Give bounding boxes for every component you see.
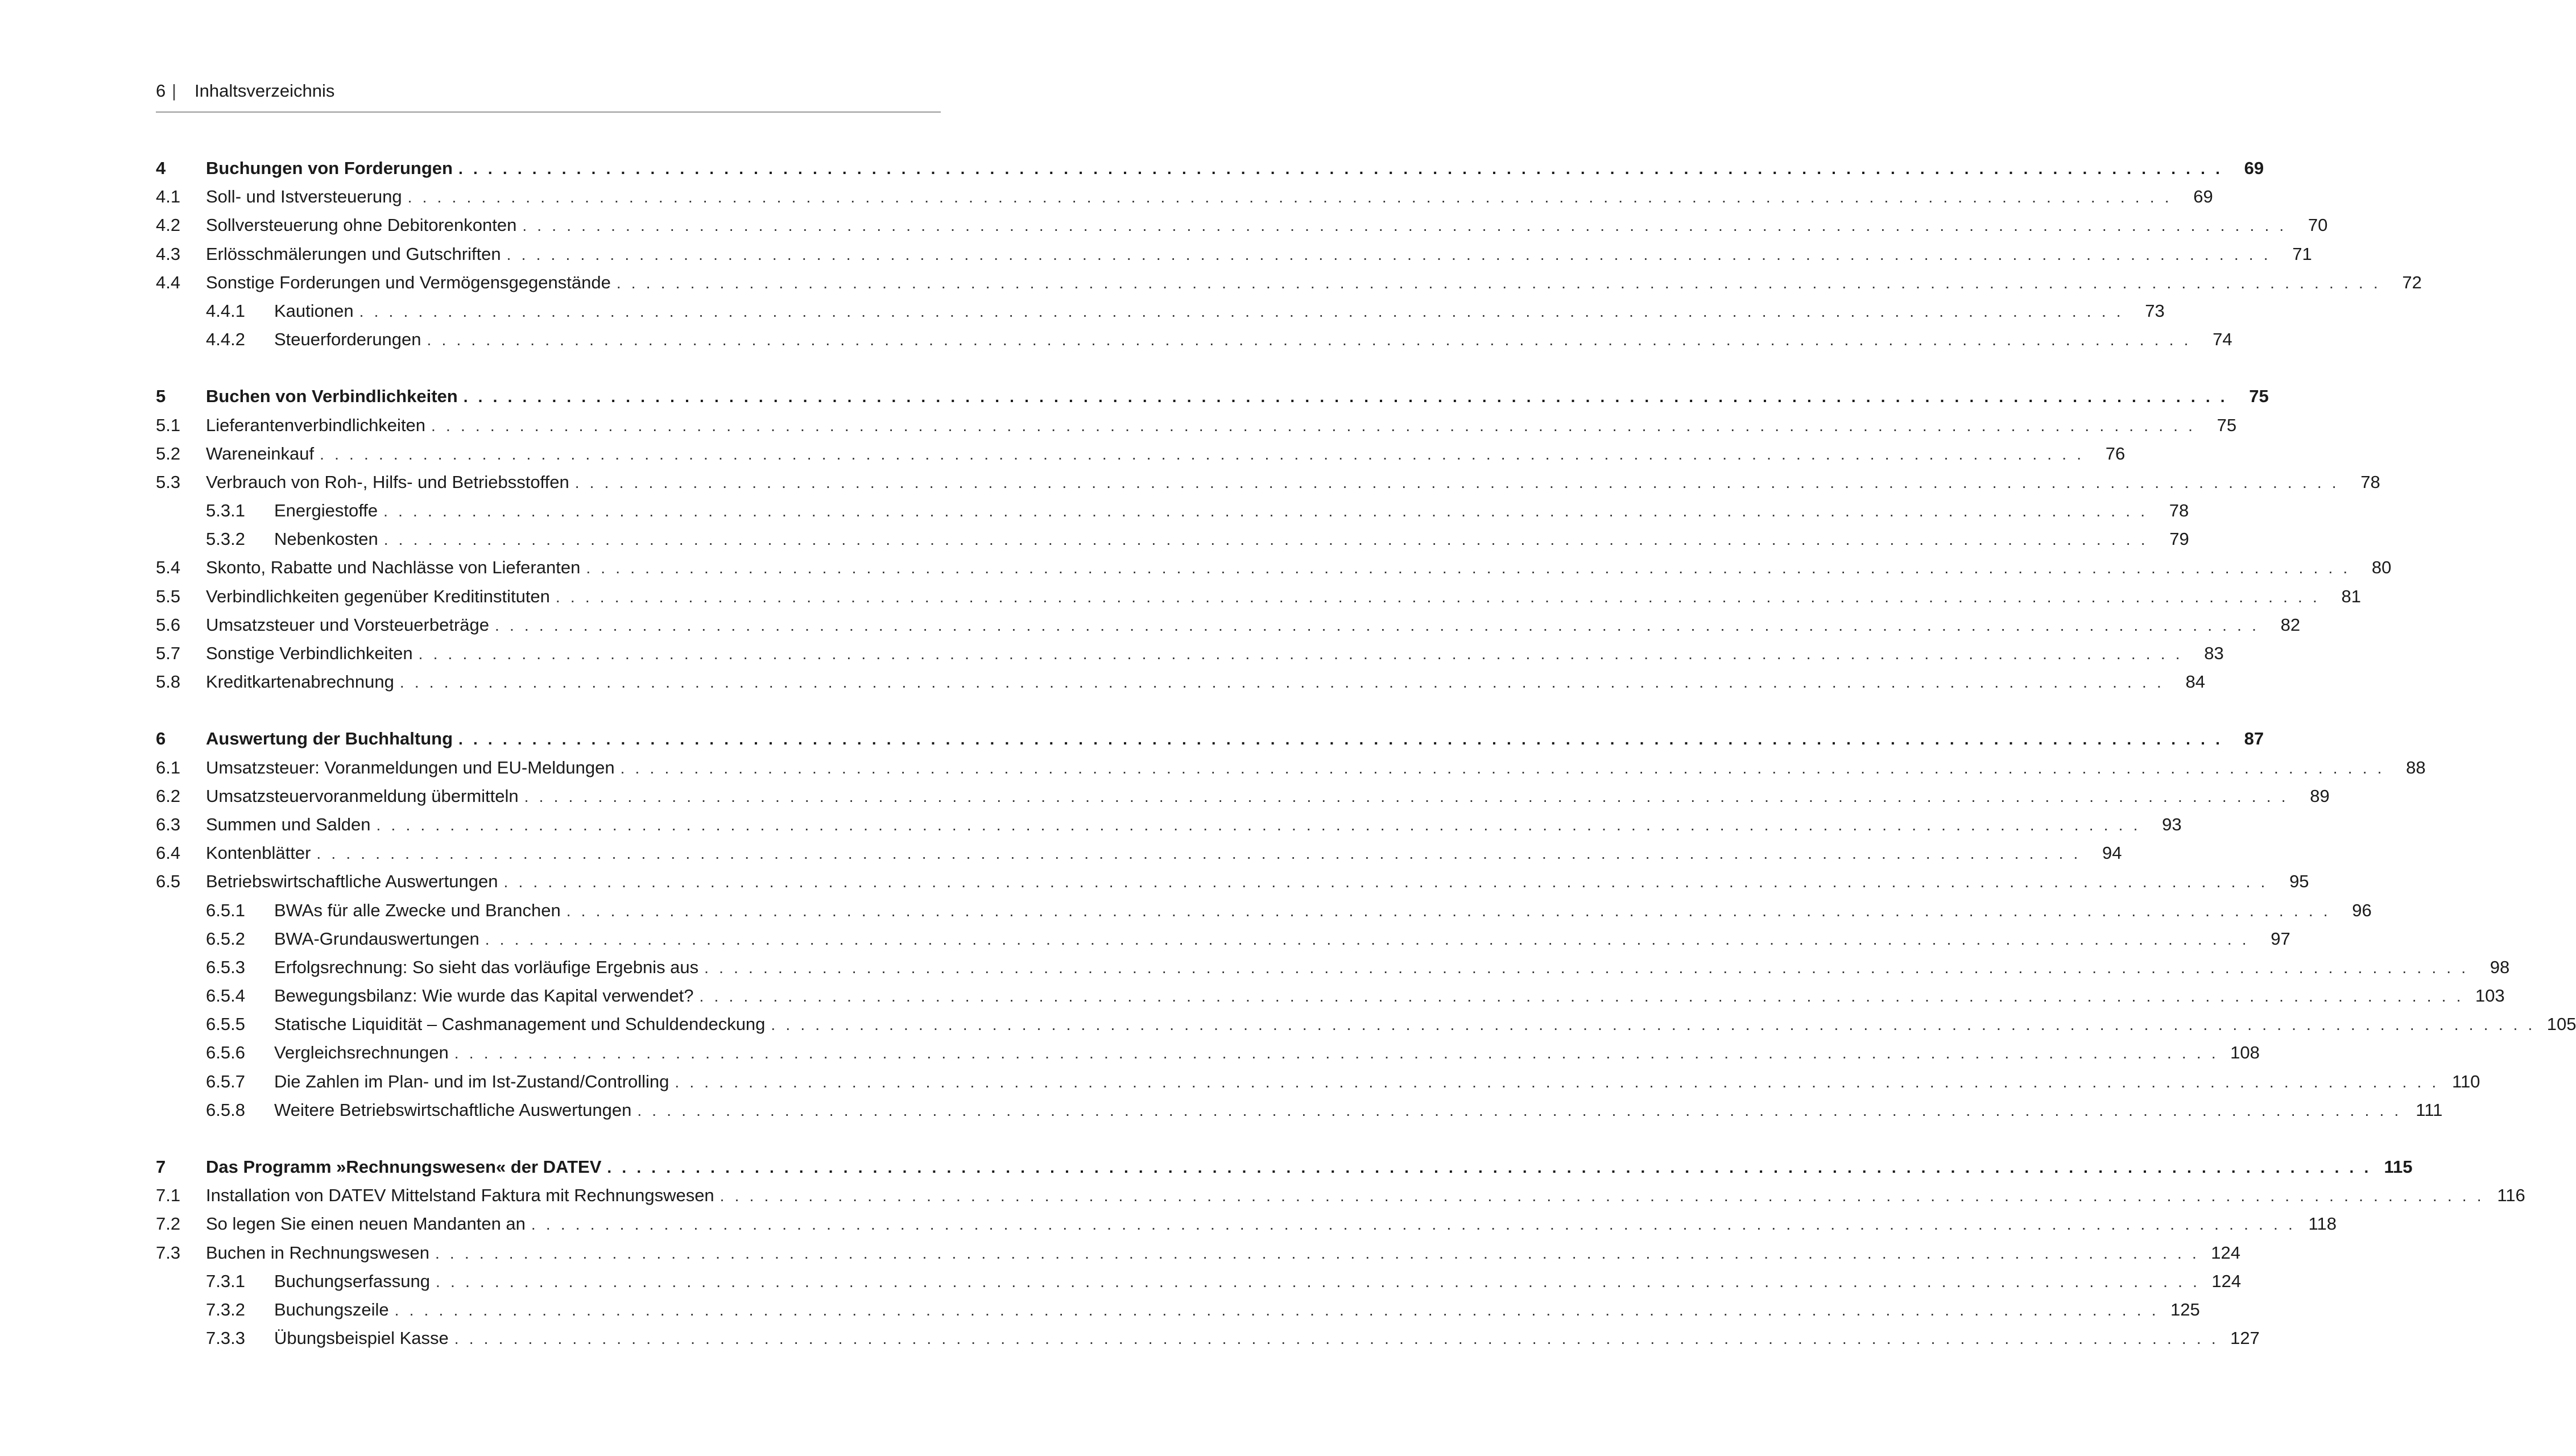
toc-entry-number: 7.1: [156, 1185, 181, 1206]
toc-page-number: 82: [2280, 614, 2301, 635]
toc-entry-number: 6.5.5: [206, 1014, 245, 1035]
toc-entry-number: 7: [156, 1157, 166, 1177]
toc-dot-leader: . . . . . . . . . . . . . . . . . . . . . . . . . . . . . . . . . . . . . . . . . . . . . . . . . . . . . . . . . . . . . . . . . . . . . . . . . . . . . . . . . . . . . . . . . . . . . . . . . . . . . . . . . . . . . . . . . . . . . . . .: [427, 331, 2192, 349]
toc-dot-leader: . . . . . . . . . . . . . . . . . . . . . . . . . . . . . . . . . . . . . . . . . . . . . . . . . . . . . . . . . . . . . . . . . . . . . . . . . . . . . . . . . . . . . . . . . . . . . . . . . . . . . . . . . . . . . . . . . . . . . . . .: [704, 958, 2469, 977]
toc-entry-number: 5.2: [156, 443, 181, 464]
toc-entry-title: Buchungszeile: [274, 1299, 389, 1320]
toc-entry-title: Auswertung der Buchhaltung: [206, 729, 453, 749]
toc-entry[interactable]: [156, 1298, 2200, 1327]
toc-entry-number: 4.4: [156, 272, 181, 292]
toc-entry-number: 5.6: [156, 614, 181, 635]
toc-page-number: 69: [2244, 158, 2264, 178]
toc-entry[interactable]: [156, 985, 2505, 1013]
toc-entry-number: 6.5: [156, 871, 181, 892]
toc-entry-number: 6.5.4: [206, 986, 245, 1006]
table-of-contents: [156, 157, 2576, 1384]
toc-page-number: 96: [2352, 900, 2372, 920]
toc-section: [156, 385, 2392, 699]
toc-page-number: 124: [2211, 1242, 2240, 1263]
toc-entry-number: 6.4: [156, 843, 181, 863]
toc-page-number: 81: [2341, 586, 2361, 606]
toc-entry[interactable]: [156, 556, 2392, 585]
toc-entry[interactable]: [156, 499, 2189, 528]
toc-page-number: 89: [2310, 785, 2330, 806]
toc-entry[interactable]: [156, 1213, 2337, 1241]
toc-dot-leader: . . . . . . . . . . . . . . . . . . . . . . . . . . . . . . . . . . . . . . . . . . . . . . . . . . . . . . . . . . . . . . . . . . . . . . . . . . . . . . . . . . . . . . . . . . . . . . . . . . . . . . . . . . . . . . . . . . . . . . . .: [675, 1073, 2439, 1091]
toc-entry-number: 4.4.2: [206, 329, 245, 350]
toc-page-number: 111: [2416, 1099, 2443, 1120]
toc-page-number: 87: [2244, 729, 2264, 749]
toc-dot-leader: . . . . . . . . . . . . . . . . . . . . . . . . . . . . . . . . . . . . . . . . . . . . . . . . . . . . . . . . . . . . . . . . . . . . . . . . . . . . . . . . . . . . . . . . . . . . . . . . . . . . . . . . . . . . . . . . . . . . . . . .: [435, 1244, 2199, 1262]
toc-page-number: 94: [2102, 843, 2122, 863]
toc-entry-title: Soll- und Istversteuerung: [206, 187, 402, 207]
toc-dot-leader: . . . . . . . . . . . . . . . . . . . . . . . . . . . . . . . . . . . . . . . . . . . . . . . . . . . . . . . . . . . . . . . . . . . . . . . . . . . . . . . . . . . . . . . . . . . . . . . . . . . . . . . . . . . . . . . . . . . . . . . .: [506, 245, 2271, 263]
toc-entry-number: 6: [156, 729, 166, 749]
toc-entry-number: 6.1: [156, 757, 181, 777]
toc-entry-title: Verbrauch von Roh-, Hilfs- und Betriebsstoffen: [206, 471, 569, 492]
toc-page-number: 105: [2546, 1014, 2576, 1035]
toc-entry-number: 7.3.3: [206, 1328, 245, 1349]
toc-entry-number: 5.3: [156, 471, 181, 492]
toc-chapter-entry[interactable]: [156, 1156, 2413, 1184]
toc-dot-leader: . . . . . . . . . . . . . . . . . . . . . . . . . . . . . . . . . . . . . . . . . . . . . . . . . . . . . . . . . . . . . . . . . . . . . . . . . . . . . . . . . . . . . . . . . . . . . . . . . . . . . . . . . . . . . . . . . . . . . . . .: [574, 473, 2339, 491]
toc-dot-leader: . . . . . . . . . . . . . . . . . . . . . . . . . . . . . . . . . . . . . . . . . . . . . . . . . . . . . . . . . . . . . . . . . . . . . . . . . . . . . . . . . . . . . . . . . . . . . . . . . . . . . . . . . . . . . . . . . . . . . . . .: [359, 302, 2124, 320]
toc-dot-leader: . . . . . . . . . . . . . . . . . . . . . . . . . . . . . . . . . . . . . . . . . . . . . . . . . . . . . . . . . . . . . . . . . . . . . . . . . . . . . . . . . . . . . . . . . . . . . . . . . . . . . . . . . . . . . . . . . . . . . . . .: [394, 1301, 2159, 1319]
toc-entry-number: 6.5.1: [206, 900, 245, 920]
toc-entry[interactable]: [156, 870, 2309, 899]
toc-entry[interactable]: [156, 271, 2422, 300]
toc-entry-number: 5: [156, 386, 166, 407]
toc-entry-title: Summen und Salden: [206, 814, 371, 834]
toc-dot-leader: . . . . . . . . . . . . . . . . . . . . . . . . . . . . . . . . . . . . . . . . . . . . . . . . . . . . . . . . . . . . . . . . . . . . . . . . . . . . . . . . . . . . . . . . . . . . . . . . . . . . . . . . . . . . . . . . . . . . . . . .: [771, 1016, 2536, 1034]
toc-section: [156, 1156, 2525, 1355]
toc-page-number: 88: [2406, 757, 2426, 777]
header-title: Inhaltsverzeichnis: [195, 81, 335, 101]
toc-chapter-entry[interactable]: [156, 727, 2264, 756]
toc-page-number: 115: [2384, 1157, 2413, 1177]
toc-dot-leader: . . . . . . . . . . . . . . . . . . . . . . . . . . . . . . . . . . . . . . . . . . . . . . . . . . . . . . . . . . . . . . . . . . . . . . . . . . . . . . . . . . . . . . . . . . . . . . . . . . . . . . . . . . . . . . . . . . . . . . . .: [399, 673, 2164, 692]
toc-entry-number: 7.3.2: [206, 1299, 245, 1320]
toc-entry[interactable]: [156, 243, 2312, 271]
toc-entry-title: Nebenkosten: [274, 529, 378, 549]
toc-entry-title: Kautionen: [274, 300, 354, 321]
toc-page-number: 98: [2490, 957, 2510, 977]
toc-dot-leader: . . . . . . . . . . . . . . . . . . . . . . . . . . . . . . . . . . . . . . . . . . . . . . . . . . . . . . . . . . . . . . . . . . . . . . . . . . . . . . . . . . . . . . . . . . . . . . . . . . . . . . . . . . . . . . . . . . . . . . . .: [320, 445, 2085, 463]
toc-entry-number: 7.2: [156, 1214, 181, 1234]
toc-page-number: 75: [2217, 415, 2237, 435]
toc-dot-leader: . . . . . . . . . . . . . . . . . . . . . . . . . . . . . . . . . . . . . . . . . . . . . . . . . . . . . . . . . . . . . . . . . . . . . . . . . . . . . . . . . . . . . . . . . . . . . . . . . . . . . . . . . . . . . . . . . . . . . . . .: [463, 388, 2228, 406]
toc-entry-title: Erlösschmälerungen und Gutschriften: [206, 243, 501, 264]
toc-entry[interactable]: [156, 842, 2122, 870]
toc-dot-leader: . . . . . . . . . . . . . . . . . . . . . . . . . . . . . . . . . . . . . . . . . . . . . . . . . . . . . . . . . . . . . . . . . . . . . . . . . . . . . . . . . . . . . . . . . . . . . . . . . . . . . . . . . . . . . . . . . . . . . . . .: [407, 188, 2172, 206]
toc-page-number: 124: [2211, 1271, 2242, 1291]
toc-entry-number: 5.4: [156, 557, 181, 578]
toc-page-number: 84: [2185, 672, 2205, 692]
toc-entry-title: BWAs für alle Zwecke und Branchen: [274, 900, 561, 920]
toc-dot-leader: . . . . . . . . . . . . . . . . . . . . . . . . . . . . . . . . . . . . . . . . . . . . . . . . . . . . . . . . . . . . . . . . . . . . . . . . . . . . . . . . . . . . . . . . . . . . . . . . . . . . . . . . . . . . . . . . . . . . . . . .: [555, 588, 2320, 606]
toc-entry[interactable]: [156, 956, 2510, 985]
toc-section: [156, 157, 2422, 357]
toc-dot-leader: . . . . . . . . . . . . . . . . . . . . . . . . . . . . . . . . . . . . . . . . . . . . . . . . . . . . . . . . . . . . . . . . . . . . . . . . . . . . . . . . . . . . . . . . . . . . . . . . . . . . . . . . . . . . . . . . . . . . . . . .: [431, 416, 2196, 435]
toc-chapter-entry[interactable]: [156, 157, 2264, 185]
toc-entry-title: Skonto, Rabatte und Nachlässe von Lieferanten: [206, 557, 581, 578]
toc-entry[interactable]: [156, 214, 2328, 242]
toc-entry-number: 6.5.6: [206, 1043, 245, 1063]
toc-entry-title: Buchen von Verbindlichkeiten: [206, 386, 458, 407]
toc-page-number: 125: [2170, 1299, 2200, 1320]
toc-entry-number: 5.3.2: [206, 529, 245, 549]
toc-dot-leader: . . . . . . . . . . . . . . . . . . . . . . . . . . . . . . . . . . . . . . . . . . . . . . . . . . . . . . . . . . . . . . . . . . . . . . . . . . . . . . . . . . . . . . . . . . . . . . . . . . . . . . . . . . . . . . . . . . . . . . . .: [616, 274, 2381, 292]
toc-entry[interactable]: [156, 1099, 2443, 1127]
toc-entry-title: Wareneinkauf: [206, 443, 315, 464]
toc-page-number: 78: [2360, 471, 2380, 492]
toc-page-number: 127: [2230, 1328, 2260, 1349]
toc-entry-number: 6.3: [156, 814, 181, 834]
toc-entry-title: Umsatzsteuervoranmeldung übermitteln: [206, 785, 519, 806]
toc-dot-leader: . . . . . . . . . . . . . . . . . . . . . . . . . . . . . . . . . . . . . . . . . . . . . . . . . . . . . . . . . . . . . . . . . . . . . . . . . . . . . . . . . . . . . . . . . . . . . . . . . . . . . . . . . . . . . . . . . . . . . . . .: [586, 559, 2351, 577]
toc-entry-number: 5.7: [156, 643, 181, 663]
toc-entry-title: Sonstige Verbindlichkeiten: [206, 643, 413, 663]
toc-entry[interactable]: [156, 642, 2224, 671]
toc-entry-title: BWA-Grundauswertungen: [274, 928, 479, 949]
toc-entry-title: Sollversteuerung ohne Debitorenkonten: [206, 215, 517, 235]
toc-dot-leader: . . . . . . . . . . . . . . . . . . . . . . . . . . . . . . . . . . . . . . . . . . . . . . . . . . . . . . . . . . . . . . . . . . . . . . . . . . . . . . . . . . . . . . . . . . . . . . . . . . . . . . . . . . . . . . . . . . . . . . . .: [316, 845, 2081, 863]
toc-dot-leader: . . . . . . . . . . . . . . . . . . . . . . . . . . . . . . . . . . . . . . . . . . . . . . . . . . . . . . . . . . . . . . . . . . . . . . . . . . . . . . . . . . . . . . . . . . . . . . . . . . . . . . . . . . . . . . . . . . . . . . . .: [503, 873, 2268, 891]
toc-entry-number: 5.8: [156, 672, 181, 692]
toc-entry[interactable]: [156, 756, 2426, 785]
toc-dot-leader: . . . . . . . . . . . . . . . . . . . . . . . . . . . . . . . . . . . . . . . . . . . . . . . . . . . . . . . . . . . . . . . . . . . . . . . . . . . . . . . . . . . . . . . . . . . . . . . . . . . . . . . . . . . . . . . . . . . . . . . .: [436, 1272, 2201, 1290]
toc-entry-title: Sonstige Forderungen und Vermögensgegenstände: [206, 272, 611, 292]
toc-dot-leader: . . . . . . . . . . . . . . . . . . . . . . . . . . . . . . . . . . . . . . . . . . . . . . . . . . . . . . . . . . . . . . . . . . . . . . . . . . . . . . . . . . . . . . . . . . . . . . . . . . . . . . . . . . . . . . . . . . . . . . . .: [531, 1215, 2296, 1234]
toc-page-number: 116: [2497, 1185, 2525, 1206]
toc-entry[interactable]: [156, 899, 2372, 928]
toc-entry-title: Betriebswirtschaftliche Auswertungen: [206, 871, 498, 892]
toc-entry[interactable]: [156, 1184, 2525, 1213]
toc-entry-title: Installation von DATEV Mittelstand Faktura mit Rechnungswesen: [206, 1185, 714, 1206]
toc-page-number: 97: [2271, 928, 2290, 949]
header-separator: |: [172, 81, 177, 101]
toc-page-number: 78: [2169, 500, 2189, 521]
toc-entry[interactable]: [156, 813, 2182, 842]
toc-entry[interactable]: [156, 185, 2213, 214]
toc-entry-title: Steuerforderungen: [274, 329, 421, 350]
toc-entry-number: 6.2: [156, 785, 181, 806]
toc-page-number: 118: [2308, 1214, 2337, 1234]
toc-entry[interactable]: [156, 471, 2380, 499]
toc-entry-title: Die Zahlen im Plan- und im Ist-Zustand/Controlling: [274, 1071, 669, 1091]
toc-dot-leader: . . . . . . . . . . . . . . . . . . . . . . . . . . . . . . . . . . . . . . . . . . . . . . . . . . . . . . . . . . . . . . . . . . . . . . . . . . . . . . . . . . . . . . . . . . . . . . . . . . . . . . . . . . . . . . . . . . . . . . . .: [495, 616, 2260, 634]
toc-page-number: 80: [2371, 557, 2392, 578]
toc-entry-number: 4.4.1: [206, 300, 245, 321]
toc-entry-number: 5.5: [156, 586, 181, 606]
toc-page-number: 93: [2162, 814, 2182, 834]
toc-entry-title: Buchen in Rechnungswesen: [206, 1242, 429, 1263]
toc-page-number: 74: [2213, 329, 2232, 350]
toc-dot-leader: . . . . . . . . . . . . . . . . . . . . . . . . . . . . . . . . . . . . . . . . . . . . . . . . . . . . . . . . . . . . . . . . . . . . . . . . . . . . . . . . . . . . . . . . . . . . . . . . . . . . . . . . . . . . . . . . . . . . . . . .: [566, 901, 2331, 920]
toc-page-number: 83: [2204, 643, 2224, 663]
toc-entry-title: Buchungen von Forderungen: [206, 158, 453, 178]
toc-dot-leader: . . . . . . . . . . . . . . . . . . . . . . . . . . . . . . . . . . . . . . . . . . . . . . . . . . . . . . . . . . . . . . . . . . . . . . . . . . . . . . . . . . . . . . . . . . . . . . . . . . . . . . . . . . . . . . . . . . . . . . . .: [620, 759, 2385, 777]
toc-entry-title: Verbindlichkeiten gegenüber Kreditinstituten: [206, 586, 550, 606]
toc-dot-leader: . . . . . . . . . . . . . . . . . . . . . . . . . . . . . . . . . . . . . . . . . . . . . . . . . . . . . . . . . . . . . . . . . . . . . . . . . . . . . . . . . . . . . . . . . . . . . . . . . . . . . . . . . . . . . . . . . . . . . . . .: [485, 930, 2250, 948]
toc-page-number: 79: [2169, 529, 2189, 549]
toc-entry-number: 6.5.7: [206, 1071, 245, 1091]
toc-entry-number: 4.3: [156, 243, 181, 264]
toc-dot-leader: . . . . . . . . . . . . . . . . . . . . . . . . . . . . . . . . . . . . . . . . . . . . . . . . . . . . . . . . . . . . . . . . . . . . . . . . . . . . . . . . . . . . . . . . . . . . . . . . . . . . . . . . . . . . . . . . . . . . . . . .: [699, 987, 2464, 1006]
toc-entry-title: Buchungserfassung: [274, 1271, 431, 1291]
toc-dot-leader: . . . . . . . . . . . . . . . . . . . . . . . . . . . . . . . . . . . . . . . . . . . . . . . . . . . . . . . . . . . . . . . . . . . . . . . . . . . . . . . . . . . . . . . . . . . . . . . . . . . . . . . . . . . . . . . . . . . . . . . .: [524, 787, 2289, 805]
toc-entry[interactable]: [156, 528, 2189, 556]
toc-entry-title: Umsatzsteuer: Voranmeldungen und EU-Meldungen: [206, 757, 615, 777]
toc-dot-leader: . . . . . . . . . . . . . . . . . . . . . . . . . . . . . . . . . . . . . . . . . . . . . . . . . . . . . . . . . . . . . . . . . . . . . . . . . . . . . . . . . . . . . . . . . . . . . . . . . . . . . . . . . . . . . . . . . . . . . . . .: [376, 816, 2141, 834]
toc-entry[interactable]: [156, 1070, 2480, 1099]
toc-dot-leader: . . . . . . . . . . . . . . . . . . . . . . . . . . . . . . . . . . . . . . . . . . . . . . . . . . . . . . . . . . . . . . . . . . . . . . . . . . . . . . . . . . . . . . . . . . . . . . . . . . . . . . . . . . . . . . . . . . . . . . . .: [383, 502, 2148, 520]
toc-entry[interactable]: [156, 585, 2361, 614]
toc-dot-leader: . . . . . . . . . . . . . . . . . . . . . . . . . . . . . . . . . . . . . . . . . . . . . . . . . . . . . . . . . . . . . . . . . . . . . . . . . . . . . . . . . . . . . . . . . . . . . . . . . . . . . . . . . . . . . . . . . . . . . . . .: [637, 1101, 2402, 1119]
toc-page-number: 103: [2475, 986, 2505, 1006]
toc-entry-title: Kreditkartenabrechnung: [206, 672, 394, 692]
toc-entry-title: Kontenblätter: [206, 843, 311, 863]
toc-section: [156, 727, 2576, 1127]
toc-entry[interactable]: [156, 614, 2301, 642]
toc-page-number: 75: [2249, 386, 2269, 407]
toc-page-number: 69: [2193, 187, 2213, 207]
toc-dot-leader: . . . . . . . . . . . . . . . . . . . . . . . . . . . . . . . . . . . . . . . . . . . . . . . . . . . . . . . . . . . . . . . . . . . . . . . . . . . . . . . . . . . . . . . . . . . . . . . . . . . . . . . . . . . . . . . . . . . . . . . .: [454, 1330, 2219, 1348]
toc-entry[interactable]: [156, 328, 2232, 357]
toc-page-number: 76: [2105, 443, 2126, 464]
toc-entry[interactable]: [156, 1041, 2260, 1070]
toc-entry-title: Erfolgsrechnung: So sieht das vorläufige Ergebnis aus: [274, 957, 699, 977]
toc-entry-title: Bewegungsbilanz: Wie wurde das Kapital verwendet?: [274, 986, 694, 1006]
toc-entry-number: 4: [156, 158, 166, 178]
toc-entry-title: Weitere Betriebswirtschaftliche Auswertungen: [274, 1099, 632, 1120]
toc-entry-title: Energiestoffe: [274, 500, 378, 521]
toc-entry-title: Statische Liquidität – Cashmanagement und Schuldendeckung: [274, 1014, 766, 1035]
toc-entry-title: So legen Sie einen neuen Mandanten an: [206, 1214, 526, 1234]
toc-dot-leader: . . . . . . . . . . . . . . . . . . . . . . . . . . . . . . . . . . . . . . . . . . . . . . . . . . . . . . . . . . . . . . . . . . . . . . . . . . . . . . . . . . . . . . . . . . . . . . . . . . . . . . . . . . . . . . . . . . . . . . . .: [458, 160, 2223, 177]
toc-page-number: 110: [2452, 1071, 2480, 1091]
toc-entry[interactable]: [156, 1013, 2576, 1041]
toc-entry[interactable]: [156, 1242, 2240, 1270]
toc-chapter-entry[interactable]: [156, 385, 2269, 413]
toc-entry[interactable]: [156, 671, 2205, 699]
toc-entry-title: Umsatzsteuer und Vorsteuerbeträge: [206, 614, 489, 635]
toc-entry[interactable]: [156, 442, 2126, 471]
toc-page-number: 108: [2230, 1043, 2260, 1063]
toc-entry[interactable]: [156, 928, 2290, 956]
toc-entry-number: 5.3.1: [206, 500, 245, 521]
header-page-number: 6: [156, 81, 166, 101]
toc-page-number: 70: [2308, 215, 2328, 235]
toc-entry-number: 4.2: [156, 215, 181, 235]
toc-dot-leader: . . . . . . . . . . . . . . . . . . . . . . . . . . . . . . . . . . . . . . . . . . . . . . . . . . . . . . . . . . . . . . . . . . . . . . . . . . . . . . . . . . . . . . . . . . . . . . . . . . . . . . . . . . . . . . . . . . . . . . . .: [607, 1159, 2372, 1176]
toc-entry[interactable]: [156, 1270, 2242, 1298]
toc-dot-leader: . . . . . . . . . . . . . . . . . . . . . . . . . . . . . . . . . . . . . . . . . . . . . . . . . . . . . . . . . . . . . . . . . . . . . . . . . . . . . . . . . . . . . . . . . . . . . . . . . . . . . . . . . . . . . . . . . . . . . . . .: [458, 730, 2223, 748]
toc-entry-number: 4.1: [156, 187, 181, 207]
toc-page-number: 72: [2402, 272, 2422, 292]
toc-dot-leader: . . . . . . . . . . . . . . . . . . . . . . . . . . . . . . . . . . . . . . . . . . . . . . . . . . . . . . . . . . . . . . . . . . . . . . . . . . . . . . . . . . . . . . . . . . . . . . . . . . . . . . . . . . . . . . . . . . . . . . . .: [522, 217, 2287, 235]
toc-page-number: 95: [2289, 871, 2309, 892]
toc-page-number: 71: [2292, 243, 2312, 264]
toc-entry[interactable]: [156, 1327, 2260, 1355]
toc-entry-number: 6.5.8: [206, 1099, 245, 1120]
toc-entry-number: 5.1: [156, 415, 181, 435]
toc-dot-leader: . . . . . . . . . . . . . . . . . . . . . . . . . . . . . . . . . . . . . . . . . . . . . . . . . . . . . . . . . . . . . . . . . . . . . . . . . . . . . . . . . . . . . . . . . . . . . . . . . . . . . . . . . . . . . . . . . . . . . . . .: [383, 531, 2148, 549]
running-header: [156, 80, 941, 113]
toc-entry-number: 7.3.1: [206, 1271, 245, 1291]
toc-entry-number: 6.5.3: [206, 957, 245, 977]
toc-entry-title: Lieferantenverbindlichkeiten: [206, 415, 426, 435]
toc-page-number: 73: [2145, 300, 2165, 321]
toc-dot-leader: . . . . . . . . . . . . . . . . . . . . . . . . . . . . . . . . . . . . . . . . . . . . . . . . . . . . . . . . . . . . . . . . . . . . . . . . . . . . . . . . . . . . . . . . . . . . . . . . . . . . . . . . . . . . . . . . . . . . . . . .: [720, 1187, 2484, 1205]
toc-entry-title: Vergleichsrechnungen: [274, 1043, 449, 1063]
toc-entry[interactable]: [156, 300, 2165, 328]
toc-entry-number: 6.5.2: [206, 928, 245, 949]
toc-entry[interactable]: [156, 785, 2330, 813]
toc-dot-leader: . . . . . . . . . . . . . . . . . . . . . . . . . . . . . . . . . . . . . . . . . . . . . . . . . . . . . . . . . . . . . . . . . . . . . . . . . . . . . . . . . . . . . . . . . . . . . . . . . . . . . . . . . . . . . . . . . . . . . . . .: [454, 1044, 2219, 1062]
toc-dot-leader: . . . . . . . . . . . . . . . . . . . . . . . . . . . . . . . . . . . . . . . . . . . . . . . . . . . . . . . . . . . . . . . . . . . . . . . . . . . . . . . . . . . . . . . . . . . . . . . . . . . . . . . . . . . . . . . . . . . . . . . .: [418, 645, 2183, 663]
toc-entry-number: 7.3: [156, 1242, 181, 1263]
toc-entry[interactable]: [156, 414, 2237, 442]
toc-entry-title: Übungsbeispiel Kasse: [274, 1328, 449, 1349]
toc-entry-title: Das Programm »Rechnungswesen« der DATEV: [206, 1157, 602, 1177]
